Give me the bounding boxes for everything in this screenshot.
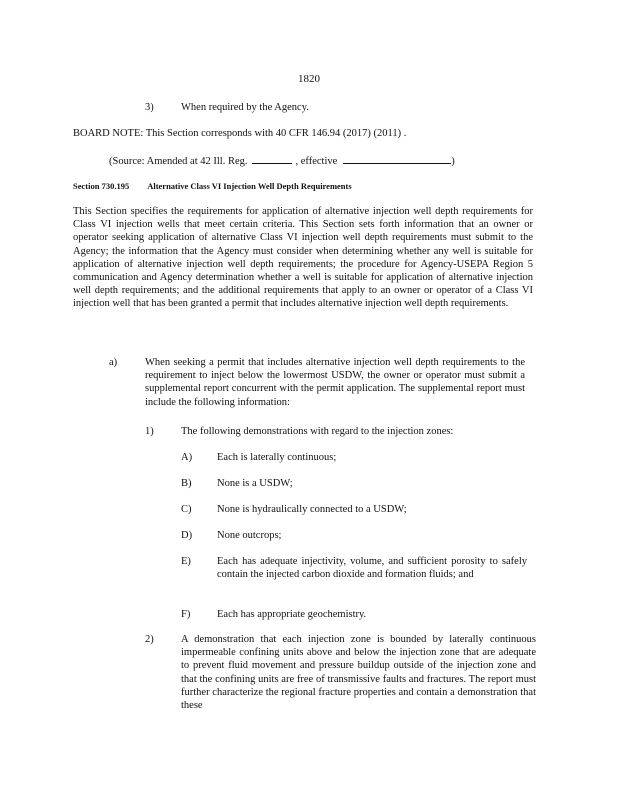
section-number: Section 730.195 xyxy=(73,181,130,191)
section-title: Alternative Class VI Injection Well Depth Requirements xyxy=(147,181,352,191)
item-text: Each has appropriate geochemistry. xyxy=(217,609,367,620)
source-middle: , effective xyxy=(295,156,338,167)
intro-paragraph: This Section specifies the requirements for application of alternative injection well depth requirements for Class VI injection wells that meet certain criteria. This Section sets forth information that an owner or operator seeking application of alternative Class VI injection well depth requirements must submit to the Agency; the information that the Agency must consider when determining whether any well is suitable for application of alternative injection well depth requirements; the procedure for Agency-USEPA Region 5 communication and Agency determination whether a well is suitable for application of alternative injection well depth requirements; and the additional requirements that apply to an owner or operator of a Class VI injection well that has been granted a permit that includes alternative injection well depth requirements. xyxy=(73,206,533,310)
effective-date-blank xyxy=(343,153,451,164)
section-heading xyxy=(73,180,370,193)
item-text: Each has adequate injectivity, volume, and sufficient porosity to safely contain the injected carbon dioxide and formation fluids; and xyxy=(217,556,527,581)
item-label: A) xyxy=(181,452,193,463)
item-text: None is a USDW; xyxy=(217,478,293,489)
item-label: D) xyxy=(181,530,193,541)
item-label: F) xyxy=(181,609,191,620)
item-text: None is hydraulically connected to a USDW; xyxy=(217,504,407,515)
source-note xyxy=(109,153,455,168)
reg-page-blank xyxy=(252,153,292,164)
item-text: When required by the Agency. xyxy=(181,102,309,113)
source-suffix: ) xyxy=(451,156,455,167)
item-label: 3) xyxy=(145,102,154,113)
item-label: C) xyxy=(181,504,192,515)
subsection-a-text: When seeking a permit that includes alternative injection well depth requirements to the requirement to inject below the lowermost USDW, the owner or operator must submit a supplemental report concurrent with the permit application. The supplemental report must include the following information: xyxy=(145,357,525,408)
page-number: 1820 xyxy=(298,73,320,85)
subsection-a-label: a) xyxy=(109,357,118,368)
subsection-2-text: A demonstration that each injection zone is bounded by laterally continuous impermeable confining units above and below the injection zone that are adequate to prevent fluid movement and pressure buildup outside of the injection zone and that the confining units are free of transmissive faults and fractures. The report must further characterize the regional fracture properties and contain a demonstration that these xyxy=(181,634,536,712)
item-label: E) xyxy=(181,556,191,567)
subsection-1-label: 1) xyxy=(145,426,154,437)
subsection-2-label: 2) xyxy=(145,634,154,645)
item-text: None outcrops; xyxy=(217,530,282,541)
item-label: B) xyxy=(181,478,192,489)
board-note: BOARD NOTE: This Section corresponds with 40 CFR 146.94 (2017) (2011) . xyxy=(73,128,407,139)
item-text: Each is laterally continuous; xyxy=(217,452,337,463)
source-prefix: (Source: Amended at 42 Ill. Reg. xyxy=(109,156,248,167)
subsection-1-text: The following demonstrations with regard to the injection zones: xyxy=(181,426,454,437)
